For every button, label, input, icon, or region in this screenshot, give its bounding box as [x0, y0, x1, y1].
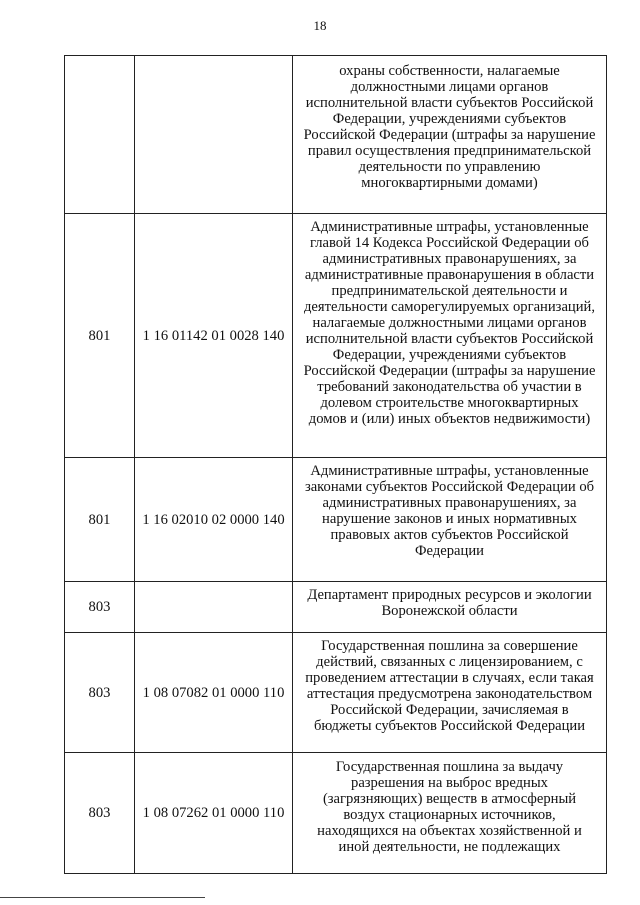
description-line: Административные штрафы, установленные [310, 219, 589, 235]
footnote-divider [0, 897, 205, 898]
table-row [65, 753, 607, 874]
description-cell [293, 458, 607, 582]
table-row [65, 56, 607, 214]
admin-code-cell: 803 [65, 582, 135, 633]
description-line: административных правонарушениях, за [322, 251, 577, 267]
description-line: многоквартирными домами) [361, 175, 538, 191]
admin-code-cell: 801 [65, 458, 135, 582]
budget-code-cell [135, 582, 293, 633]
description-cell [293, 633, 607, 753]
description-line: законами субъектов Российской Федерации об [304, 479, 595, 495]
description-line: нарушение законов и иных нормативных [322, 511, 577, 527]
description-line: должностными лицами органов [350, 79, 549, 95]
description-line: действий, связанных с лицензированием, с [316, 654, 583, 670]
description-line: Российской Федерации, зачисляемая в [330, 702, 569, 718]
admin-code-cell: 801 [65, 214, 135, 458]
description-line: домов и (или) иных объектов недвижимости) [308, 411, 591, 427]
description-line: (загрязняющих) веществ в атмосферный [322, 791, 577, 807]
budget-code-cell [135, 56, 293, 214]
description-line: требований законодательства об участии в [317, 379, 582, 395]
admin-code-cell [65, 56, 135, 214]
page-number: 18 [313, 18, 327, 33]
description-cell [293, 56, 607, 214]
description-line: правил осуществления предпринимательской [307, 143, 592, 159]
budget-code-cell: 1 16 02010 02 0000 140 [135, 458, 293, 582]
table-row [65, 582, 607, 633]
admin-code-cell: 803 [65, 753, 135, 874]
description-line: Государственная пошлина за выдачу [335, 759, 564, 775]
description-cell [293, 582, 607, 633]
table-row [65, 458, 607, 582]
description-line: Федерации, учреждениями субъектов [332, 111, 567, 127]
description-line: административных правонарушениях, за [322, 495, 577, 511]
description-cell [293, 214, 607, 458]
description-line: деятельности саморегулируемых организаций, [303, 299, 596, 315]
admin-code-cell: 803 [65, 633, 135, 753]
description-line: правовых актов субъектов Российской [330, 527, 569, 543]
description-line: главой 14 Кодекса Российской Федерации об [310, 235, 589, 251]
description-line: Федерации, учреждениями субъектов [332, 347, 567, 363]
table-row [65, 633, 607, 753]
description-line: иной деятельности, не подлежащих [338, 839, 561, 855]
description-line: исполнительной власти субъектов Российской [305, 95, 594, 111]
budget-code-cell: 1 08 07262 01 0000 110 [135, 753, 293, 874]
table-row [65, 214, 607, 458]
revenue-codes-table [64, 55, 607, 874]
description-line: аттестация предусмотрена законодательством [306, 686, 593, 702]
description-line: деятельности по управлению [358, 159, 541, 175]
description-line: находящихся на объектах хозяйственной и [317, 823, 582, 839]
description-line: бюджеты субъектов Российской Федерации [313, 718, 586, 734]
description-line: Воронежской области [381, 603, 518, 619]
description-line: предпринимательской деятельности и [331, 283, 568, 299]
description-line: воздух стационарных источников, [343, 807, 556, 823]
description-line: разрешения на выброс вредных [351, 775, 548, 791]
description-line: административные правонарушения в области [304, 267, 595, 283]
description-line: Административные штрафы, установленные [310, 463, 589, 479]
description-line: охраны собственности, налагаемые [339, 63, 560, 79]
description-line: Российской Федерации (штрафы за нарушение [303, 127, 596, 143]
description-line: исполнительной власти субъектов Российской [305, 331, 594, 347]
description-line: налагаемые должностными лицами органов [312, 315, 587, 331]
description-line: долевом строительстве многоквартирных [320, 395, 579, 411]
description-cell [293, 753, 607, 874]
description-line: Российской Федерации (штрафы за нарушение [303, 363, 596, 379]
description-line: Федерации [415, 543, 484, 559]
description-line: проведением аттестации в случаях, если такая [305, 670, 594, 686]
budget-code-cell: 1 16 01142 01 0028 140 [135, 214, 293, 458]
description-line: Департамент природных ресурсов и экологии [307, 587, 592, 603]
budget-code-cell: 1 08 07082 01 0000 110 [135, 633, 293, 753]
description-line: Государственная пошлина за совершение [321, 638, 578, 654]
